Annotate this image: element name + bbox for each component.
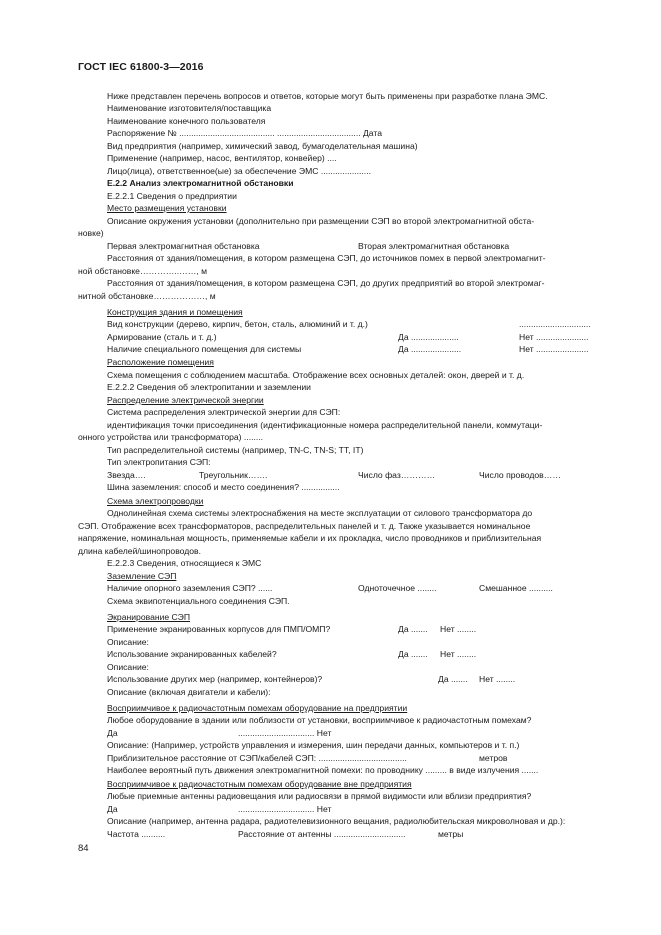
text-line: Система распределения электрической энергии для СЭП: xyxy=(107,407,341,417)
text-line: ................................ Нет xyxy=(238,728,332,738)
page-number: 84 xyxy=(78,843,89,854)
subsection-heading: Е.2.2.1 Сведения о предприятии xyxy=(107,191,237,201)
topic-heading: Экранирование СЭП xyxy=(107,612,191,622)
text-line: Описание: xyxy=(107,662,149,672)
text-line: Вид предприятия (например, химический завод, бумагоделательная машина) xyxy=(107,141,418,151)
text-line: Распоряжение № ........................................ ................................... Дата xyxy=(107,128,383,138)
text-line: Схема помещения с соблюдением масштаба. Отображение всех основных деталей: окон, дверей и т. д. xyxy=(107,370,525,380)
text-line: Наименование изготовителя/поставщика xyxy=(107,103,272,113)
text-line: Лицо(лица), ответственное(ые) за обеспечение ЭМС ..................... xyxy=(107,166,371,176)
subsection-heading: Е.2.2.3 Сведения, относящиеся к ЭМС xyxy=(107,558,262,568)
text-line: длина кабелей/шинопроводов. xyxy=(78,546,202,556)
text-line: Наличие специального помещения для системы xyxy=(107,344,302,354)
topic-heading: Восприимчивое к радиочастотным помехам оборудование вне предприятия xyxy=(107,779,412,789)
text-line: Описание (включая двигатели и кабели): xyxy=(107,687,271,697)
text-line: СЭП. Отображение всех трансформаторов, распределительных панелей и т. д. Также указывается номинальное xyxy=(78,521,531,531)
text-line: Расстояние от антенны .............................. xyxy=(238,829,406,839)
text-line: Звезда…. xyxy=(107,470,146,480)
text-line: напряжение, номинальная мощность, применяемые кабели и их прокладка, число проводников и приблизительная xyxy=(78,533,542,543)
document-header: ГОСТ IEC 61800-3—2016 xyxy=(78,61,204,73)
text-line: Да xyxy=(107,728,118,738)
text-line: Схема эквипотенциального соединения СЭП. xyxy=(107,596,290,606)
text-line: Одноточечное ........ xyxy=(358,583,437,593)
text-line: Треугольник……. xyxy=(199,470,268,480)
text-line: идентификация точки присоединения (идентификационные номера распределительной панели, коммутаци- xyxy=(107,420,543,430)
text-line: Ниже представлен перечень вопросов и ответов, которые могут быть применены при разработке плана ЭМС. xyxy=(107,91,548,101)
topic-heading: Схема электропроводки xyxy=(107,496,204,506)
text-line: Использование экранированных кабелей? xyxy=(107,649,277,659)
text-line: Нет ........ xyxy=(440,624,477,634)
topic-heading: Место размещения установки xyxy=(107,203,227,213)
text-line: метры xyxy=(438,829,464,839)
topic-heading: Конструкция здания и помещения xyxy=(107,307,243,317)
text-line: Однолинейная схема системы электроснабжения на месте эксплуатации от силового трансформатора до xyxy=(107,508,533,518)
text-line: ной обстановке…………..……, м xyxy=(78,266,207,276)
text-line: Шина заземления: способ и место соединения? ................ xyxy=(107,482,340,492)
section-heading: Е.2.2 Анализ электромагнитной обстановки xyxy=(107,178,294,188)
text-line: Нет ...................... xyxy=(519,332,589,342)
text-line: Применение (например, насос, вентилятор, конвейер) .... xyxy=(107,153,337,163)
text-line: Частота .......... xyxy=(107,829,166,839)
text-line: Применение экранированных корпусов для ПМП/ОМП? xyxy=(107,624,331,634)
text-line: Нет ........ xyxy=(440,649,477,659)
text-line: Описание: (Например, устройств управления и измерения, шин передачи данных, компьютеров и т. п.) xyxy=(107,740,520,750)
text-line: Расстояния от здания/помещения, в котором размещена СЭП, до других предприятий во второй электромаг- xyxy=(107,278,545,288)
text-line: Смешанное .......... xyxy=(479,583,553,593)
text-line: Наименование конечного пользователя xyxy=(107,116,266,126)
text-line: Армирование (сталь и т. д.) xyxy=(107,332,217,342)
text-line: Наличие опорного заземления СЭП? ...... xyxy=(107,583,273,593)
text-line: Вторая электромагнитная обстановка xyxy=(358,241,510,251)
text-line: Любые приемные антенны радиовещания или радиосвязи в прямой видимости или вблизи предприятия? xyxy=(107,791,532,801)
text-line: Описание (например, антенна радара, радиотелевизионного вещания, радиолюбительская микроволновая и др.): xyxy=(107,816,566,826)
text-line: Да .................... xyxy=(398,332,459,342)
text-line: Наиболее вероятный путь движения электромагнитной помехи: по проводнику ......... в виде излучения ....... xyxy=(107,765,539,775)
text-line: Да ....... xyxy=(398,624,428,634)
text-line: онного устройства или трансформатора) ........ xyxy=(78,432,264,442)
text-line: Любое оборудование в здании или поблизости от установки, восприимчивое к радиочастотным помехам? xyxy=(107,715,532,725)
text-line: Вид конструкции (дерево, кирпич, бетон, сталь, алюминий и т. д.) xyxy=(107,319,368,329)
text-line: Да ..................... xyxy=(398,344,462,354)
text-line: Да xyxy=(107,804,118,814)
text-line: Тип электропитания СЭП: xyxy=(107,457,211,467)
topic-heading: Расположение помещения xyxy=(107,357,214,367)
text-line: Приблизительное расстояние от СЭП/кабелей СЭП: ..................................... xyxy=(107,753,407,763)
text-line: нитной обстановке………………, м xyxy=(78,291,216,301)
text-line: метров xyxy=(479,753,508,763)
topic-heading: Заземление СЭП xyxy=(107,571,177,581)
text-line: Нет ........ xyxy=(479,674,516,684)
text-line: Нет ...................... xyxy=(519,344,589,354)
subsection-heading: Е.2.2.2 Сведения об электропитании и заземлении xyxy=(107,382,311,392)
text-line: Число фаз………… xyxy=(358,470,436,480)
text-line: Число проводов…… xyxy=(479,470,561,480)
text-line: Да ....... xyxy=(438,674,468,684)
topic-heading: Распределение электрической энергии xyxy=(107,395,264,405)
text-line: Первая электромагнитная обстановка xyxy=(107,241,260,251)
text-line: Да ....... xyxy=(398,649,428,659)
text-line: Описание: xyxy=(107,637,149,647)
text-line: Использование других мер (например, контейнеров)? xyxy=(107,674,323,684)
text-line: новке) xyxy=(78,228,104,238)
text-line: ................................ Нет xyxy=(238,804,332,814)
text-line: Описание окружения установки (дополнительно при размещении СЭП во второй электромагнитной обста- xyxy=(107,216,535,226)
text-line: Расстояния от здания/помещения, в котором размещена СЭП, до источников помех в первой электромагнит- xyxy=(107,253,546,263)
text-line: .............................. xyxy=(519,319,591,329)
topic-heading: Восприимчивое к радиочастотным помехам оборудование на предприятии xyxy=(107,703,408,713)
text-line: Тип распределительной системы (например, TN-C, TN-S; TT, IT) xyxy=(107,445,364,455)
